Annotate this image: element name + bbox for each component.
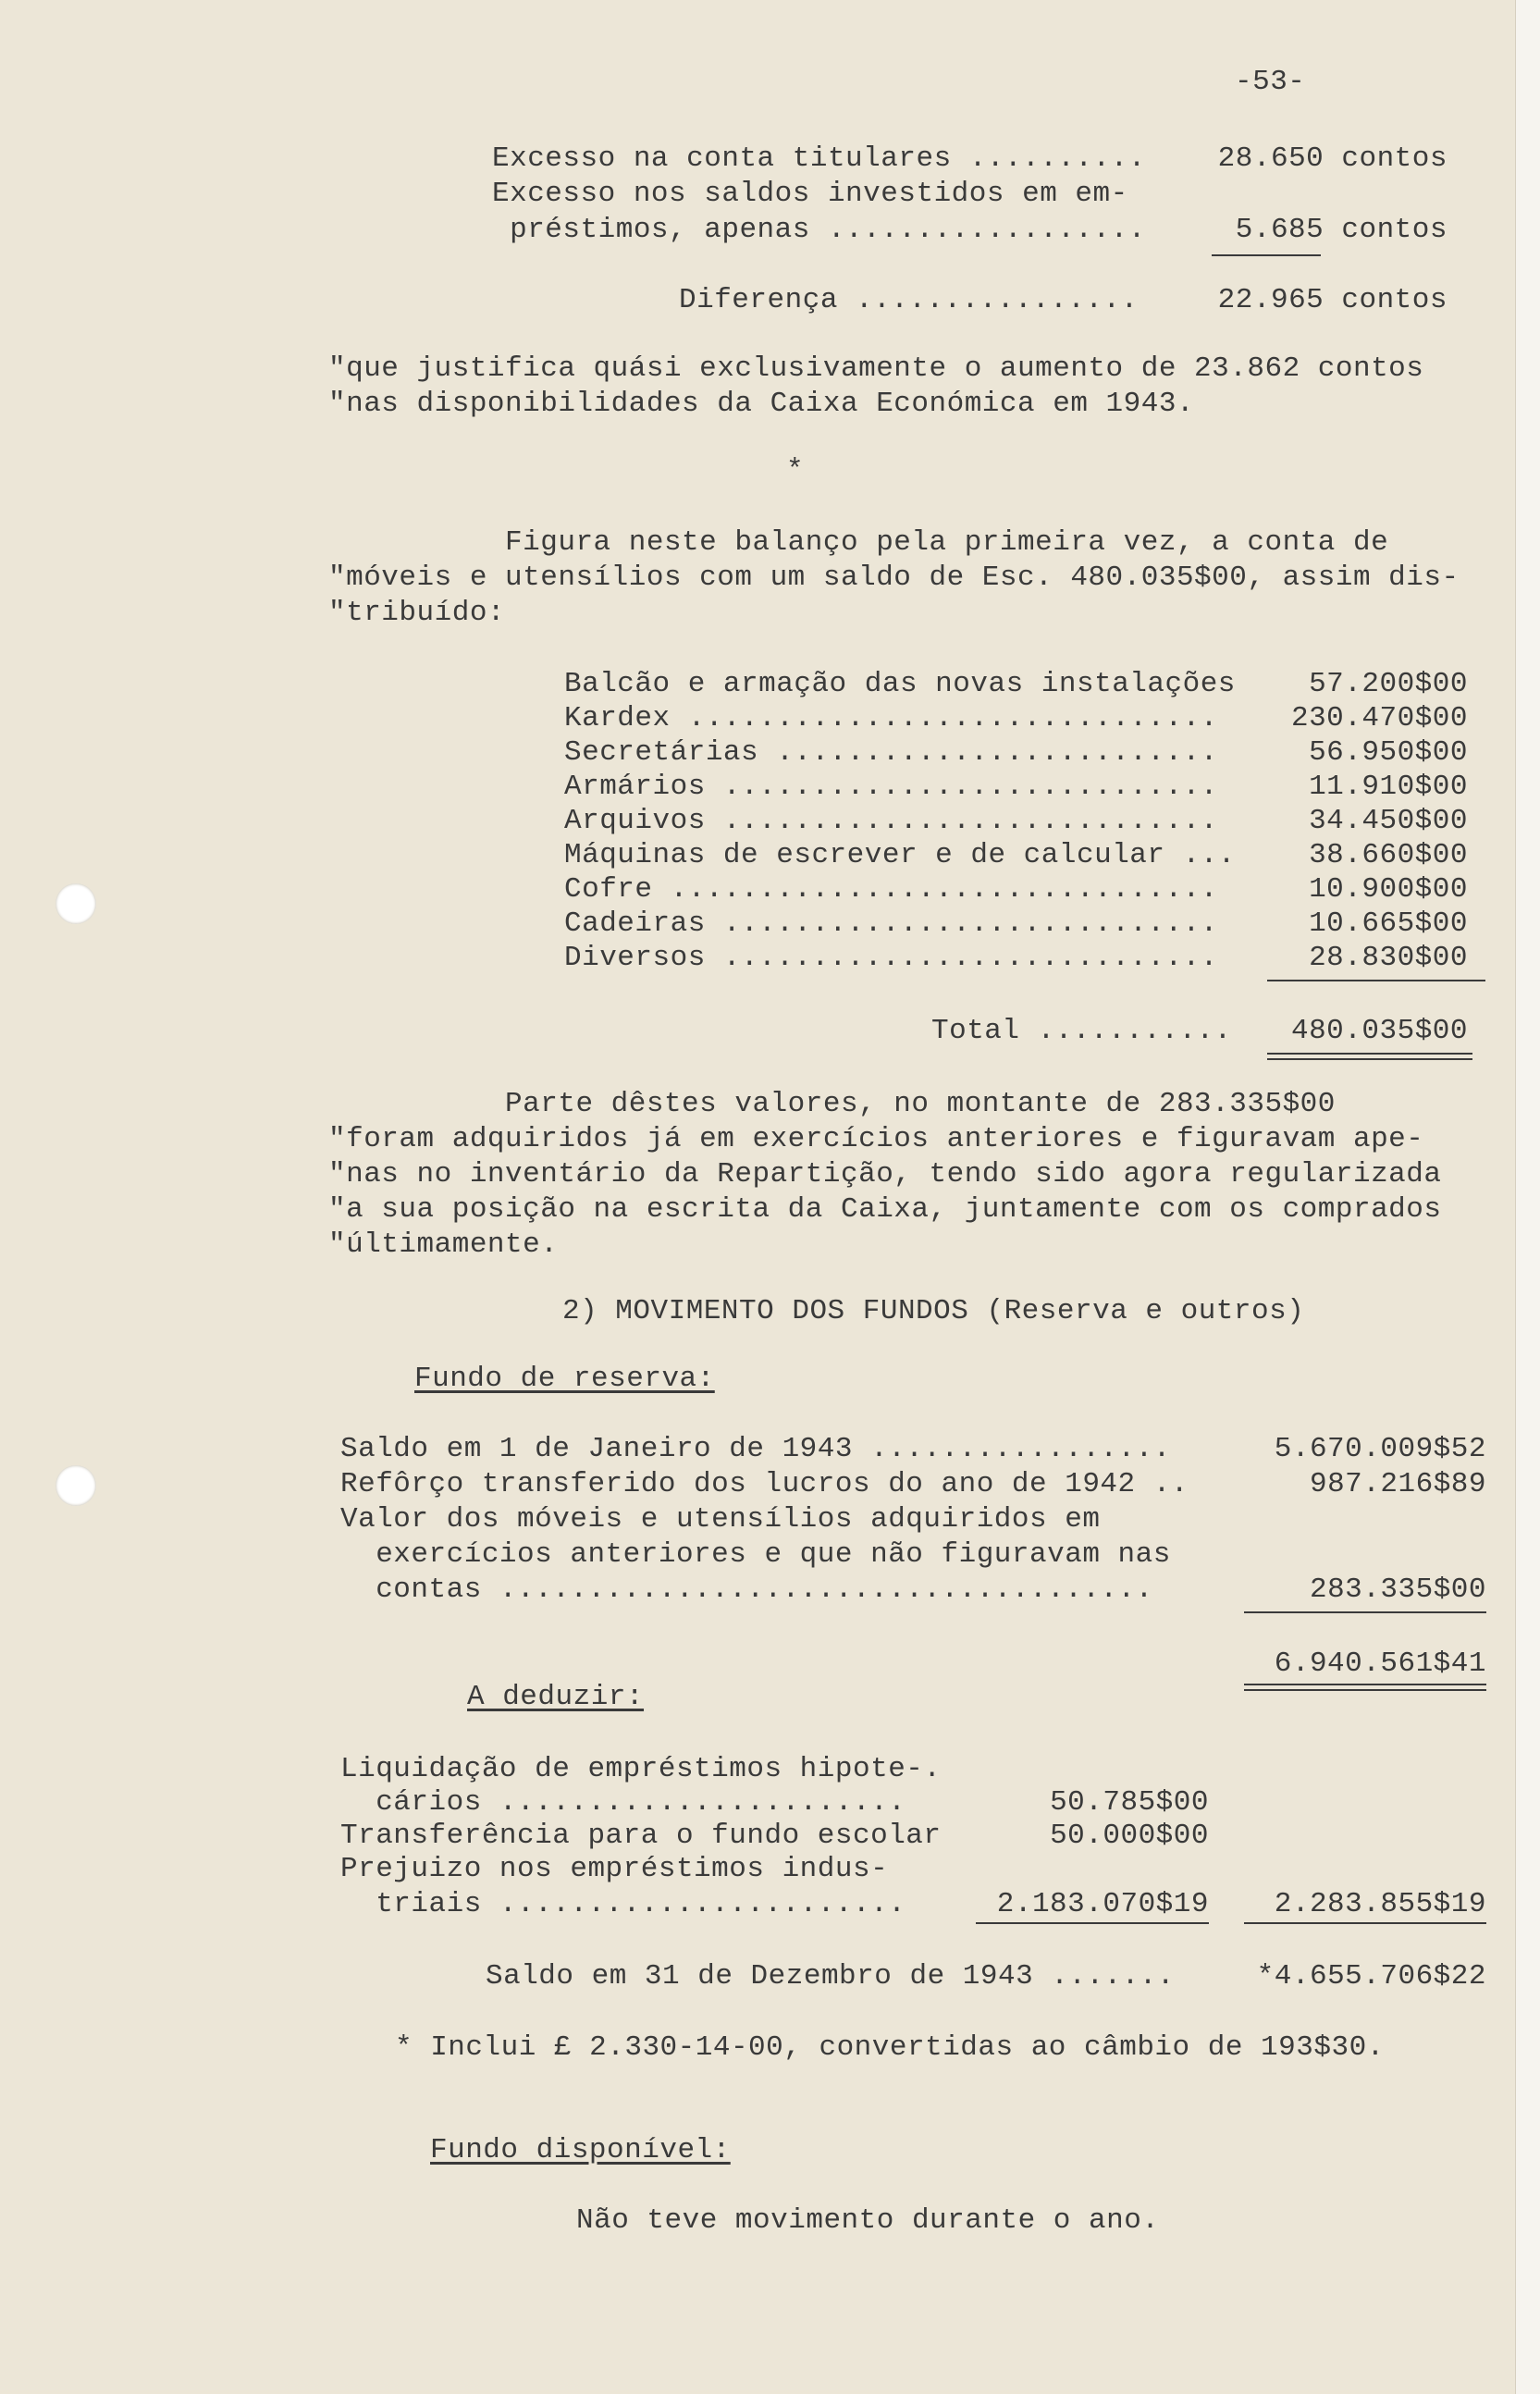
para1-line-2: "nas disponibilidades da Caixa Económica em 1943.: [328, 388, 1195, 420]
furniture-label-6: Máquinas de escrever e de calcular ...: [564, 839, 1236, 871]
furniture-value-3: 56.950$00: [1309, 736, 1468, 769]
asterisk-separator: *: [786, 454, 805, 487]
punch-hole-top: [55, 883, 96, 924]
deduction-1-line-1: Liquidação de empréstimos hipote-.: [340, 1753, 942, 1785]
furniture-value-2: 230.470$00: [1290, 702, 1468, 734]
deduct-heading: A deduzir:: [467, 1681, 645, 1713]
deduction-3-value: 2.183.070$19: [996, 1888, 1209, 1920]
furniture-total-value: 480.035$00: [1290, 1015, 1468, 1047]
total-rule-2: [1267, 1058, 1472, 1060]
available-text: Não teve movimento durante o ano.: [576, 2204, 1160, 2237]
furniture-label-1: Balcão e armação das novas instalações: [564, 668, 1236, 700]
excess-saldos-value: 5.685 contos: [1235, 214, 1448, 246]
furniture-rule: [1267, 980, 1485, 981]
reserve-item-2-value: 987.216$89: [1309, 1468, 1486, 1500]
section-heading: 2) MOVIMENTO DOS FUNDOS (Reserva e outros): [562, 1295, 1305, 1327]
difference-label: Diferença ................: [679, 284, 1139, 316]
furniture-total-label: Total ...........: [931, 1015, 1232, 1047]
deduction-2-value: 50.000$00: [1050, 1820, 1209, 1852]
furniture-value-6: 38.660$00: [1309, 839, 1468, 871]
reserve-item-1-value: 5.670.009$52: [1274, 1433, 1486, 1465]
reserve-heading: Fundo de reserva:: [414, 1363, 715, 1395]
para2-line-3: "tribuído:: [328, 597, 506, 629]
furniture-value-4: 11.910$00: [1309, 771, 1468, 803]
reserve-item-3-value: 283.335$00: [1309, 1573, 1486, 1606]
deductions-rule: [976, 1922, 1209, 1924]
total-rule-1: [1267, 1053, 1472, 1055]
reserve-item-2-label: Refôrço transferido dos lucros do ano de 1942 ..: [340, 1468, 1189, 1500]
footnote: * Inclui £ 2.330-14-00, convertidas ao câmbio de 193$30.: [395, 2031, 1385, 2064]
deductions-total-rule: [1244, 1922, 1486, 1924]
excess-saldos-label-1: Excesso nos saldos investidos em em-: [492, 178, 1128, 210]
furniture-value-5: 34.450$00: [1309, 805, 1468, 837]
para1-line-1: "que justifica quási exclusivamente o aumento de 23.862 contos: [328, 352, 1424, 385]
para2-line-1: Figura neste balanço pela primeira vez, a conta de: [328, 526, 1389, 559]
deduction-1-value: 50.785$00: [1050, 1786, 1209, 1819]
furniture-label-3: Secretárias .........................: [564, 736, 1218, 769]
reserve-subtotal: 6.940.561$41: [1274, 1647, 1486, 1680]
deductions-total: 2.283.855$19: [1274, 1888, 1486, 1920]
final-balance-value: *4.655.706$22: [1256, 1960, 1486, 1993]
deduction-2-label: Transferência para o fundo escolar: [340, 1820, 942, 1852]
reserve-item-3-line-1: Valor dos móveis e utensílios adquiridos em: [340, 1503, 1101, 1536]
furniture-value-9: 28.830$00: [1309, 942, 1468, 974]
deduction-3-line-1: Prejuizo nos empréstimos indus-: [340, 1853, 889, 1885]
reserve-item-3-line-3: contas .....................................: [340, 1573, 1153, 1606]
furniture-label-5: Arquivos ............................: [564, 805, 1218, 837]
punch-hole-bottom: [55, 1465, 96, 1506]
para3-line-1: Parte dêstes valores, no montante de 283.335$00: [328, 1088, 1336, 1120]
deduction-1-line-2: cários .......................: [340, 1786, 906, 1819]
excess-rule: [1212, 254, 1321, 256]
furniture-label-2: Kardex ..............................: [564, 702, 1218, 734]
excess-titulares-value: 28.650 contos: [1217, 142, 1448, 175]
deduction-3-line-2: triais .......................: [340, 1888, 906, 1920]
para3-line-3: "nas no inventário da Repartição, tendo sido agora regularizada: [328, 1158, 1442, 1191]
furniture-value-7: 10.900$00: [1309, 873, 1468, 906]
furniture-value-1: 57.200$00: [1309, 668, 1468, 700]
furniture-value-8: 10.665$00: [1309, 907, 1468, 940]
subtotal-rule-2: [1244, 1689, 1486, 1691]
excess-saldos-label-2: préstimos, apenas ..................: [492, 214, 1146, 246]
furniture-label-8: Cadeiras ............................: [564, 907, 1218, 940]
excess-titulares-label: Excesso na conta titulares ..........: [492, 142, 1146, 175]
reserve-item-3-line-2: exercícios anteriores e que não figuravam nas: [340, 1538, 1171, 1571]
para3-line-2: "foram adquiridos já em exercícios anteriores e figuravam ape-: [328, 1123, 1424, 1155]
furniture-label-9: Diversos ............................: [564, 942, 1218, 974]
subtotal-rule-1: [1244, 1684, 1486, 1685]
final-balance-label: Saldo em 31 de Dezembro de 1943 .......: [486, 1960, 1176, 1993]
reserve-item-1-label: Saldo em 1 de Janeiro de 1943 .................: [340, 1433, 1171, 1465]
furniture-label-4: Armários ............................: [564, 771, 1218, 803]
para3-line-5: "últimamente.: [328, 1228, 559, 1261]
difference-value: 22.965 contos: [1217, 284, 1448, 316]
page-number: -53-: [1235, 66, 1306, 98]
page-edge: [1515, 0, 1540, 2394]
furniture-label-7: Cofre ...............................: [564, 873, 1218, 906]
reserve-rule: [1244, 1611, 1486, 1613]
para2-line-2: "móveis e utensílios com um saldo de Esc. 480.035$00, assim dis-: [328, 561, 1460, 594]
available-heading: Fundo disponível:: [430, 2134, 731, 2166]
para3-line-4: "a sua posição na escrita da Caixa, juntamente com os comprados: [328, 1193, 1442, 1226]
